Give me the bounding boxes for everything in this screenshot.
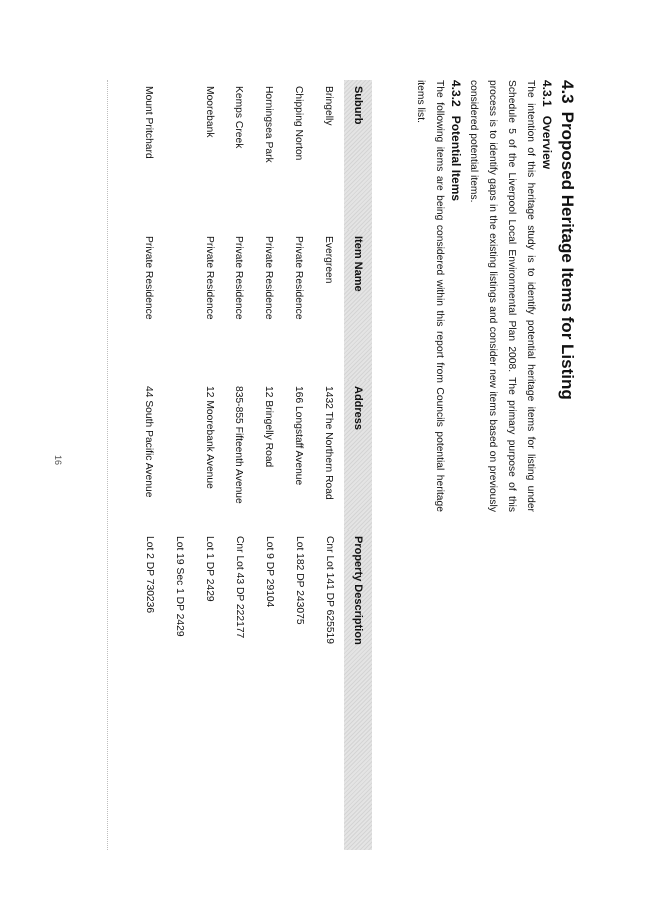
table-row bbox=[254, 80, 284, 850]
cell-address: 12 Moorebank Avenue bbox=[204, 386, 215, 489]
property-line: Lot 19 Sec 1 DP 2429 bbox=[174, 536, 185, 637]
overview-line: The intention of this heritage study is to identify potential heritage items for listing under Schedule bbox=[506, 80, 536, 512]
table-header-row bbox=[344, 80, 372, 850]
table-bottom-rule bbox=[107, 80, 108, 850]
potential-number: 4.3.2 bbox=[449, 80, 463, 107]
potential-line: The following items are being considered within this report from Councils potential heritage items bbox=[415, 80, 445, 512]
property-line: Lot 9 DP 29104 bbox=[264, 536, 275, 608]
cell-address: 44 South Pacific Avenue bbox=[143, 386, 155, 498]
overview-line: potential items. bbox=[468, 133, 479, 203]
property-line: Lot 2 DP 730236 bbox=[144, 536, 155, 614]
table-row bbox=[284, 80, 314, 850]
cell-property-description bbox=[314, 530, 344, 850]
cell-property-description bbox=[254, 530, 284, 850]
property-line: Lot 1 DP 2429 bbox=[204, 536, 215, 602]
section-title bbox=[557, 80, 577, 400]
overview-line: identify gaps in the existing listings and consider new items based on previously considered bbox=[468, 80, 498, 512]
cell-suburb: Bringelly bbox=[323, 86, 335, 126]
cell-property-description bbox=[224, 530, 254, 850]
cell-address: 166 Longstaff Avenue bbox=[293, 386, 305, 486]
overview-number: 4.3.1 bbox=[540, 80, 554, 107]
potential-items-table bbox=[134, 80, 372, 850]
overview-title: Overview bbox=[540, 115, 554, 170]
cell-item-name: Evergreen bbox=[323, 236, 335, 284]
cell-item-name: Private Residence bbox=[293, 236, 305, 320]
section-title-text: Proposed Heritage Items for Listing bbox=[558, 111, 577, 400]
table-row bbox=[134, 80, 164, 850]
property-line: Cnr Lot 43 DP 222177 bbox=[234, 536, 245, 639]
table-row bbox=[164, 80, 224, 850]
potential-title: Potential Items bbox=[449, 115, 463, 202]
cell-property-description bbox=[284, 530, 314, 850]
property-line: Lot 182 DP 243075 bbox=[294, 536, 305, 625]
cell-suburb: Mount Pritchard bbox=[143, 86, 155, 159]
cell-property-description bbox=[134, 530, 164, 850]
cell-item-name: Private Residence bbox=[204, 236, 215, 320]
cell-item-name: Private Residence bbox=[233, 236, 245, 320]
overview-heading bbox=[540, 80, 554, 169]
property-line: Cnr Lot 141 DP 625519 bbox=[324, 536, 335, 645]
header-property-description: Property Description bbox=[344, 530, 372, 850]
cell-suburb: Horningsea Park bbox=[263, 86, 275, 163]
table-row bbox=[224, 80, 254, 850]
potential-items-heading bbox=[449, 80, 463, 201]
cell-suburb: Moorebank bbox=[204, 86, 215, 138]
cell-suburb: Chipping Norton bbox=[293, 86, 305, 161]
page-number: 16 bbox=[53, 455, 63, 466]
section-number: 4.3 bbox=[558, 80, 577, 104]
table-row bbox=[314, 80, 344, 850]
cell-item-name: Private Residence bbox=[143, 236, 155, 320]
header-item-name: Item Name bbox=[344, 230, 372, 380]
potential-line: list. bbox=[415, 107, 426, 123]
potential-items-paragraph bbox=[411, 80, 449, 512]
cell-item-name: Private Residence bbox=[263, 236, 275, 320]
cell-suburb: Kemps Creek bbox=[233, 86, 245, 149]
cell-address: 1432 The Northern Road bbox=[323, 386, 335, 500]
header-address: Address bbox=[344, 380, 372, 530]
cell-property-description bbox=[164, 530, 224, 850]
header-suburb: Suburb bbox=[344, 80, 372, 230]
overview-line: 5 of the Liverpool Local Environmental Plan 2008. The primary purpose of this process is to bbox=[487, 80, 517, 512]
cell-address: 12 Bringelly Road bbox=[263, 386, 275, 468]
overview-paragraph bbox=[464, 80, 540, 512]
cell-address: 835-855 Fifteenth Avenue bbox=[233, 386, 245, 504]
